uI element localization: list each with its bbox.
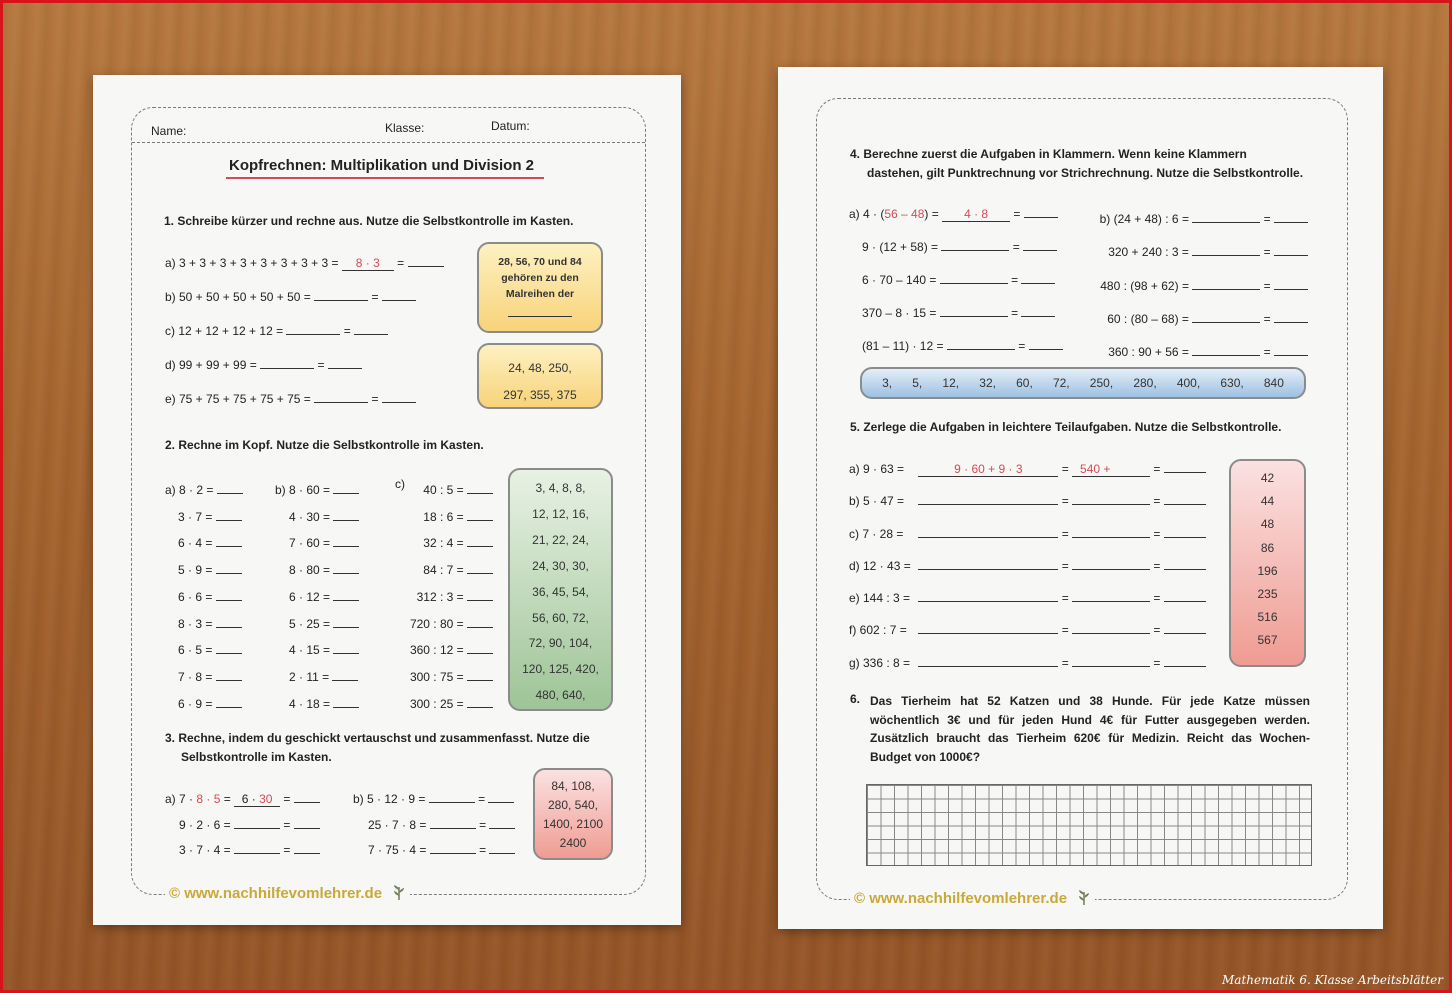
task1-row-b: b) 50 + 50 + 50 + 50 + 50 = =: [165, 290, 416, 304]
task2-heading: 2. Rechne im Kopf. Nutze die Selbstkontrolle im Kasten.: [165, 438, 484, 452]
task1-selfcheck-box-1: 28, 56, 70 und 84 gehören zu den Malreihen der: [477, 242, 603, 333]
title-underline: [226, 177, 544, 179]
task2-c-row: 360 : 12 =: [393, 637, 493, 664]
task2-a-row: 6 · 5 =: [165, 637, 243, 664]
image-caption: Mathematik 6. Klasse Arbeitsblätter: [1222, 973, 1443, 987]
task4-right-row: b) (24 + 48) : 6 = =: [1100, 203, 1308, 236]
task2-b-row: 7 · 60 =: [275, 530, 359, 557]
worksheet-right: [778, 67, 1383, 929]
task4-left-row: a) 4 · (56 – 48) = 4 · 8 =: [849, 207, 1058, 222]
task3-row-a3: 3 · 7 · 4 = =: [179, 843, 320, 857]
task2-a-row: 3 · 7 =: [165, 504, 243, 531]
task1-answer-a: 8 · 3: [342, 256, 394, 271]
task2-a-row: 6 · 4 =: [165, 530, 243, 557]
task3-row-a2: 9 · 2 · 6 = =: [179, 818, 320, 832]
task5-heading: 5. Zerlege die Aufgaben in leichtere Teilaufgaben. Nutze die Selbstkontrolle.: [850, 420, 1282, 434]
task4-heading-line1: 4. Berechne zuerst die Aufgaben in Klammern. Wenn keine Klammern: [850, 147, 1247, 161]
name-label: Name:: [151, 124, 187, 138]
footer-website: © www.nachhilfevomlehrer.de: [850, 888, 1095, 910]
task6-number: 6.: [850, 692, 861, 706]
task2-a-row: 7 · 8 =: [165, 664, 243, 691]
task5-row: d) 12 · 43 = = =: [849, 550, 1206, 582]
task3-row-b1: b) 5 · 12 · 9 = =: [353, 792, 514, 806]
task4-selfcheck-bar: 3, 5, 12, 32, 60, 72, 250, 280, 400, 630, 840: [860, 367, 1306, 399]
task4-left-row: 6 · 70 – 140 = =: [862, 273, 1055, 287]
calculation-grid: [866, 784, 1312, 866]
leaf-sprig-icon: [392, 883, 406, 905]
task5-rows: [849, 453, 1206, 679]
task2-b-row: 4 · 15 =: [275, 637, 359, 664]
task5-selfcheck-box: 42 44 48 86 196 235 516 567: [1229, 459, 1306, 667]
task4-left-row: 9 · (12 + 58) = =: [862, 240, 1057, 254]
task2-col-a: [165, 477, 243, 717]
task4-right-row: 60 : (80 – 68) = =: [1100, 303, 1308, 336]
task2-a-row: a) 8 · 2 =: [165, 477, 243, 504]
task5-row: f) 602 : 7 = = =: [849, 614, 1206, 646]
task2-c-row: 18 : 6 =: [393, 504, 493, 531]
task3-row-b2: 25 · 7 · 8 = =: [368, 818, 515, 832]
task3-row-b3: 7 · 75 · 4 = =: [368, 843, 515, 857]
leaf-sprig-icon: [1077, 888, 1091, 910]
task1-row-e: e) 75 + 75 + 75 + 75 + 75 = =: [165, 392, 416, 406]
task3-heading-line2: Selbstkontrolle im Kasten.: [181, 750, 332, 764]
task2-c-row: 32 : 4 =: [393, 530, 493, 557]
task3-heading-line1: 3. Rechne, indem du geschickt vertauschst und zusammenfasst. Nutze die: [165, 731, 590, 745]
task2-b-row: 6 · 12 =: [275, 584, 359, 611]
task1-row-a: a) 3 + 3 + 3 + 3 + 3 + 3 + 3 + 3 = 8 · 3 =: [165, 256, 444, 271]
task2-c-row: 300 : 25 =: [393, 691, 493, 718]
footer-website: © www.nachhilfevomlehrer.de: [165, 883, 410, 905]
task4-heading-line2: dastehen, gilt Punktrechnung vor Strichrechnung. Nutze die Selbstkontrolle.: [867, 166, 1304, 180]
task1-heading: 1. Schreibe kürzer und rechne aus. Nutze die Selbstkontrolle im Kasten.: [164, 214, 574, 228]
task2-a-row: 6 · 6 =: [165, 584, 243, 611]
task6-text: Das Tierheim hat 52 Katzen und 38 Hunde. Für jede Katze müssen wöchentlich 3€ und für jeden Hund 4€ für Futter ausgegeben werden. Zusätzlich braucht das Tierheim 620€ für Medizin. Reicht das Wochen- Budget von 1000€?: [870, 694, 1310, 764]
task2-a-row: 6 · 9 =: [165, 691, 243, 718]
task2-b-row: 8 · 80 =: [275, 557, 359, 584]
header-divider: [132, 142, 645, 143]
task2-c-row: 720 : 80 =: [393, 611, 493, 638]
task5-row: a) 9 · 63 = 9 · 60 + 9 · 3 = 540 + =: [849, 453, 1206, 485]
task2-c-row: 84 : 7 =: [393, 557, 493, 584]
task2-b-row: 5 · 25 =: [275, 611, 359, 638]
task5-row: e) 144 : 3 = = =: [849, 582, 1206, 614]
task4-right-row: 360 : 90 + 56 = =: [1100, 336, 1308, 369]
task4-right-col: [1100, 203, 1308, 369]
task2-a-row: 8 · 3 =: [165, 611, 243, 638]
task2-b-row: 4 · 30 =: [275, 504, 359, 531]
worksheet-title: Kopfrechnen: Multiplikation und Division 2: [229, 157, 535, 174]
task5-row: b) 5 · 47 = = =: [849, 485, 1206, 517]
task2-c-row: 312 : 3 =: [393, 584, 493, 611]
task4-left-row: (81 – 11) · 12 = =: [862, 339, 1063, 353]
task4-right-row: 480 : (98 + 62) = =: [1100, 270, 1308, 303]
task2-a-row: 5 · 9 =: [165, 557, 243, 584]
task2-col-b: [275, 477, 359, 717]
task5-row: c) 7 · 28 = = =: [849, 518, 1206, 550]
task1-row-c: c) 12 + 12 + 12 + 12 = =: [165, 324, 388, 338]
task2-c-row: 300 : 75 =: [393, 664, 493, 691]
task2-c-row: 40 : 5 =: [393, 477, 493, 504]
task2-b-row: 2 · 11 =: [275, 664, 359, 691]
task2-b-row: 4 · 18 =: [275, 691, 359, 718]
task2-col-c: [393, 477, 493, 717]
task1-row-d: d) 99 + 99 + 99 = =: [165, 358, 362, 372]
task2-b-row: b) 8 · 60 =: [275, 477, 359, 504]
worksheet-left: [93, 75, 681, 925]
task3-selfcheck-box: 84, 108, 280, 540, 1400, 2100 2400: [533, 768, 613, 860]
task4-right-row: 320 + 240 : 3 = =: [1100, 236, 1308, 269]
task5-row: g) 336 : 8 = = =: [849, 647, 1206, 679]
task2-col-c-label: c): [395, 477, 405, 491]
task3-row-a: a) 7 · 8 · 5 = 6 · 30 =: [165, 792, 320, 807]
klasse-label: Klasse:: [385, 121, 425, 135]
task2-selfcheck-box: 3, 4, 8, 8, 12, 12, 16, 21, 22, 24, 24, 30, 30, 36, 45, 54, 56, 60, 72, 72, 90, 104, 120, 125, 420, 480, 640,: [508, 468, 613, 711]
task4-left-row: 370 – 8 · 15 = =: [862, 306, 1055, 320]
task1-selfcheck-box-2: 24, 48, 250, 297, 355, 375: [477, 343, 603, 409]
datum-label: Datum:: [491, 119, 530, 133]
